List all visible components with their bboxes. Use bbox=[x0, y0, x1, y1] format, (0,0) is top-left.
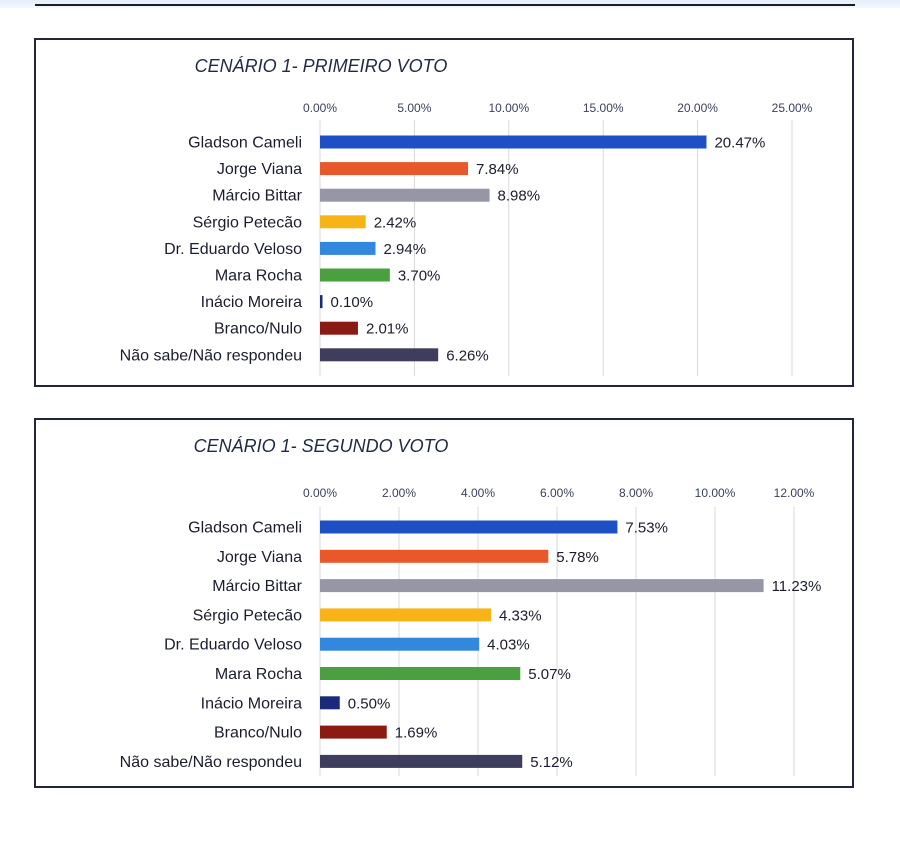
data-label: 6.26% bbox=[446, 347, 489, 365]
data-label: 5.78% bbox=[556, 548, 599, 566]
category-label: Branco/Nulo bbox=[213, 320, 302, 338]
page-top-rule bbox=[35, 4, 855, 6]
bar bbox=[320, 242, 376, 255]
category-label: Márcio Bittar bbox=[212, 187, 302, 205]
category-label: Dr. Eduardo Veloso bbox=[164, 636, 302, 654]
category-label: Inácio Moreira bbox=[200, 695, 302, 713]
x-tick-label: 2.00% bbox=[381, 486, 417, 500]
category-label: Mara Rocha bbox=[214, 666, 302, 683]
bar bbox=[320, 322, 358, 335]
bar bbox=[320, 348, 438, 361]
data-label: 0.10% bbox=[330, 294, 374, 312]
category-label: Não sabe/Não respondeu bbox=[119, 347, 302, 365]
data-label: 2.94% bbox=[383, 240, 427, 258]
data-label: 4.33% bbox=[499, 607, 542, 625]
category-label: Jorge Viana bbox=[216, 161, 302, 179]
data-label: 11.23% bbox=[771, 578, 822, 596]
bar bbox=[320, 638, 479, 651]
data-label: 2.42% bbox=[373, 214, 417, 232]
x-tick-label: 6.00% bbox=[539, 486, 575, 500]
bar bbox=[320, 667, 520, 680]
bar bbox=[320, 608, 491, 621]
bar bbox=[320, 755, 522, 768]
data-label: 5.07% bbox=[528, 666, 571, 683]
bar bbox=[320, 521, 617, 534]
bar bbox=[320, 136, 706, 149]
x-tick-label: 15.00% bbox=[582, 101, 624, 115]
chart-title: CENÁRIO 1- SEGUNDO VOTO bbox=[193, 436, 449, 456]
chart-panel-primeiro-voto bbox=[34, 38, 854, 387]
x-tick-label: 8.00% bbox=[618, 486, 654, 500]
bar bbox=[320, 269, 390, 282]
bar bbox=[320, 162, 468, 175]
category-label: Márcio Bittar bbox=[212, 578, 302, 596]
data-label: 0.50% bbox=[347, 695, 391, 713]
x-tick-label: 10.00% bbox=[488, 101, 530, 115]
data-label: 2.01% bbox=[365, 320, 409, 338]
x-tick-label: 5.00% bbox=[397, 101, 432, 115]
category-label: Gladson Cameli bbox=[188, 519, 302, 537]
data-label: 7.84% bbox=[476, 161, 519, 179]
data-label: 1.69% bbox=[394, 724, 438, 742]
bar bbox=[320, 696, 340, 709]
x-tick-label: 10.00% bbox=[694, 486, 736, 500]
category-label: Jorge Viana bbox=[216, 548, 302, 566]
category-label: Sérgio Petecão bbox=[192, 214, 302, 232]
category-label: Inácio Moreira bbox=[200, 294, 302, 312]
data-label: 7.53% bbox=[625, 519, 668, 537]
data-label: 8.98% bbox=[497, 187, 541, 205]
data-label: 5.12% bbox=[530, 753, 573, 771]
bar bbox=[320, 189, 490, 202]
category-label: Branco/Nulo bbox=[213, 724, 302, 742]
category-label: Não sabe/Não respondeu bbox=[119, 753, 302, 771]
x-tick-label: 0.00% bbox=[302, 101, 338, 115]
bar bbox=[320, 579, 764, 592]
bar bbox=[320, 295, 323, 308]
chart-panel-segundo-voto bbox=[34, 418, 854, 788]
x-tick-label: 12.00% bbox=[773, 486, 815, 500]
data-label: 3.70% bbox=[397, 267, 441, 285]
x-tick-label: 4.00% bbox=[460, 486, 496, 500]
category-label: Mara Rocha bbox=[214, 267, 302, 285]
bar bbox=[320, 550, 548, 563]
category-label: Dr. Eduardo Veloso bbox=[164, 240, 302, 258]
chart-svg-segundo-voto bbox=[36, 420, 852, 786]
chart-title: CENÁRIO 1- PRIMEIRO VOTO bbox=[194, 56, 448, 76]
data-label: 4.03% bbox=[487, 636, 530, 654]
bar bbox=[320, 726, 387, 739]
bar bbox=[320, 215, 366, 228]
category-label: Gladson Cameli bbox=[188, 134, 302, 152]
category-label: Sérgio Petecão bbox=[192, 607, 302, 625]
x-tick-label: 0.00% bbox=[302, 486, 338, 500]
chart-svg-primeiro-voto bbox=[36, 40, 852, 385]
x-tick-label: 20.00% bbox=[677, 101, 718, 115]
data-label: 20.47% bbox=[714, 134, 766, 152]
x-tick-label: 25.00% bbox=[771, 101, 813, 115]
